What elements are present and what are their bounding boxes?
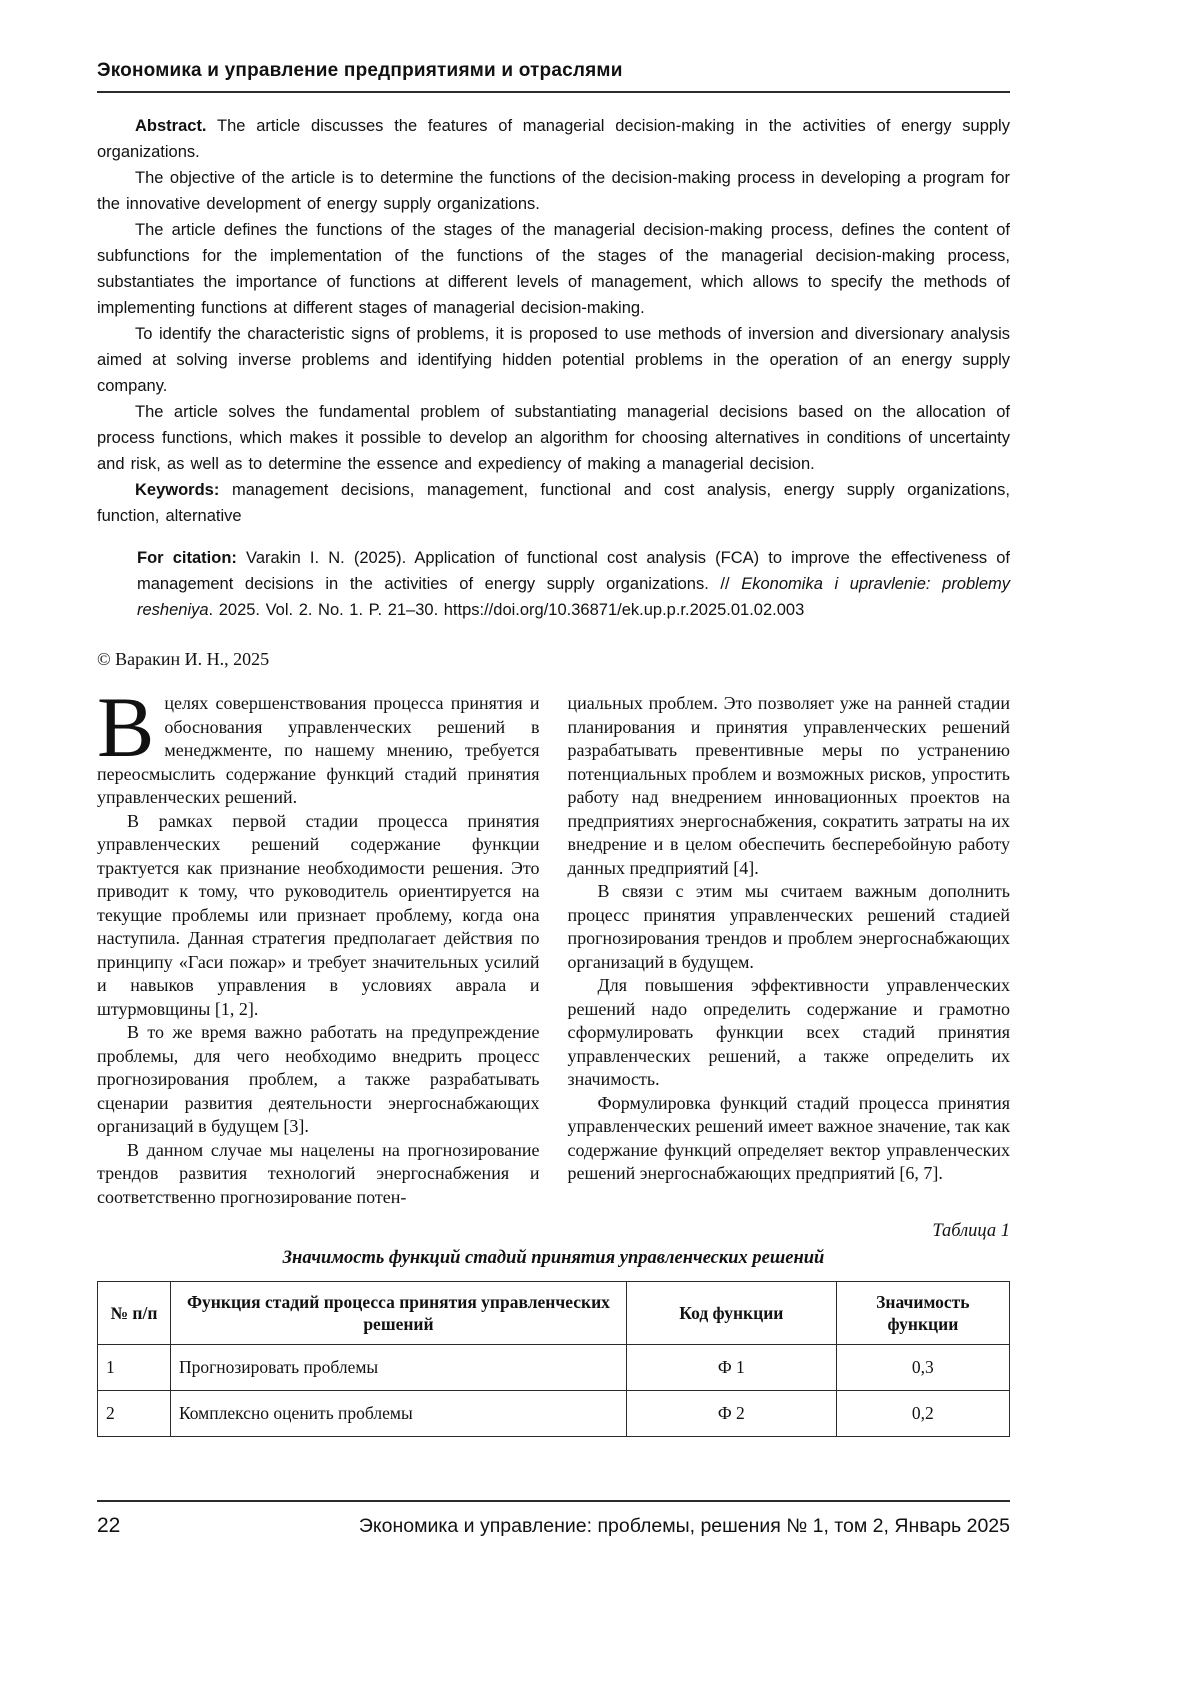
table-header-row — [98, 1282, 1010, 1345]
copyright-line: © Варакин И. Н., 2025 — [97, 649, 270, 669]
citation-text: Varakin I. N. (2025). Application of functional cost analysis (FCA) to improve the effectiveness of management decisions in the activities of energy supply organizations. // — [137, 549, 1010, 593]
table-row — [98, 1345, 1010, 1391]
abstract-paragraph: The article defines the functions of the stages of the managerial decision-making process, defines the content of subfunctions for the implementation of the functions of the stages of the managerial decision-making process, substantiates the importance of functions at different levels of management, which allows to specify the methods of implementing functions at different stages of managerial decision-making. — [97, 221, 1010, 317]
citation-label: For citation: — [137, 549, 237, 567]
body-left-column — [97, 679, 540, 1209]
col-header-function: Функция стадий процесса принятия управленческих решений — [170, 1282, 626, 1345]
cell-code: Ф 1 — [626, 1345, 836, 1391]
cell-number: 1 — [98, 1345, 171, 1391]
body-paragraph: циальных проблем. Это позволяет уже на ранней стадии планирования и принятия управленческих решений разрабатывать превентивные меры по устранению потенциальных проблем и возможных рисков, упростить работу над внедрением инновационных проектов на предприятиях энергоснабжения, сократить затраты на их внедрение и в целом обеспечить бесперебойную работу данных предприятий [4]. — [567, 693, 1010, 878]
abstract-label: Abstract. — [135, 117, 207, 135]
cell-function: Прогнозировать проблемы — [170, 1345, 626, 1391]
body-text: целях совершенствования процесса принятия и обоснования управленческих решений в менеджменте, по нашему мнению, требуется переосмыслить содержание функций стадий принятия управленческих решений. — [97, 693, 540, 807]
abstract-block — [97, 113, 1010, 529]
col-header-significance: Значимость функции — [836, 1282, 1009, 1345]
abstract-paragraph: The article solves the fundamental problem of substantiating managerial decisions based on the allocation of process functions, which makes it possible to develop an algorithm for choosing alternatives in conditions of uncertainty and risk, as well as to determine the essence and expediency of making a managerial decision. — [97, 403, 1010, 473]
body-paragraph: В то же время важно работать на предупреждение проблемы, для чего необходимо внедрить процесс прогнозирования проблем, а также разрабатывать сценарии развития деятельности энергоснабжающих организаций в будущем [3]. — [97, 1022, 540, 1136]
keywords-label: Keywords: — [135, 481, 220, 499]
page-footer — [97, 1500, 1010, 1538]
cell-significance: 0,2 — [836, 1391, 1009, 1437]
col-header-number: № п/п — [98, 1282, 171, 1345]
body-paragraph: В данном случае мы нацелены на прогнозирование трендов развития технологий энергоснабжения и соответственно прогнозирование потен- — [97, 1139, 540, 1207]
page-number: 22 — [97, 1514, 121, 1537]
abstract-paragraph: To identify the characteristic signs of problems, it is proposed to use methods of inversion and diversionary analysis aimed at solving inverse problems and identifying hidden potential problems in the operation of an energy supply company. — [97, 325, 1010, 395]
body-paragraph — [97, 679, 540, 810]
section-heading: Экономика и управление предприятиями и отраслями — [97, 60, 1010, 93]
body-paragraph: В связи с этим мы считаем важным дополнить процесс принятия управленческих решений стадией прогнозирования трендов и проблем энергоснабжающих организаций в будущем. — [567, 881, 1010, 972]
journal-footer-line: Экономика и управление: проблемы, решения № 1, том 2, Январь 2025 — [358, 1515, 1010, 1537]
cell-code: Ф 2 — [626, 1391, 836, 1437]
drop-cap: В — [97, 679, 155, 775]
body-right-column — [568, 692, 1011, 1209]
abstract-text: The article discusses the features of managerial decision-making in the activities of energy supply organizations. — [97, 117, 1010, 161]
body-paragraph: В рамках первой стадии процесса принятия управленческих решений содержание функции трактуется как признание необходимости решения. Это приводит к тому, что руководитель ориентируется на текущие проблемы или признает проблему, когда она наступила. Данная стратегия предполагает действия по принципу «Гаси пожар» и требует значительных усилий и навыков управления в условиях аврала и штурмовщины [1, 2]. — [97, 810, 540, 1019]
citation-block — [137, 545, 1010, 623]
table-title: Значимость функций стадий принятия управленческих решений — [282, 1248, 825, 1268]
col-header-code: Код функции — [626, 1282, 836, 1345]
abstract-paragraph: The objective of the article is to determine the functions of the decision-making process in developing a program for the innovative development of energy supply organizations. — [97, 169, 1010, 213]
citation-tail: . 2025. Vol. 2. No. 1. P. 21–30. https://doi.org/10.36871/ek.up.p.r.2025.01.02.003 — [208, 601, 805, 619]
keywords-line — [97, 477, 1010, 529]
cell-number: 2 — [98, 1391, 171, 1437]
body-paragraph: Для повышения эффективности управленческих решений надо определить содержание и грамотно сформулировать функции всех стадий принятия управленческих решений, а также определить их значимость. — [567, 975, 1010, 1089]
significance-table — [97, 1281, 1010, 1437]
citation-source: Ekonomika i upravlenie: problemy resheniya — [137, 575, 1011, 619]
article-body — [97, 679, 1010, 1209]
table-row — [98, 1391, 1010, 1437]
abstract-paragraph — [97, 113, 1010, 165]
cell-function: Комплексно оценить проблемы — [170, 1391, 626, 1437]
table-caption: Таблица 1 — [932, 1221, 1010, 1241]
keywords-text: management decisions, management, functional and cost analysis, energy supply organizations, function, alternative — [97, 481, 1010, 525]
cell-significance: 0,3 — [836, 1345, 1009, 1391]
body-paragraph: Формулировка функций стадий процесса принятия управленческих решений имеет важное значение, так как содержание функций определяет вектор управленческих решений энергоснабжающих предприятий [6, 7]. — [567, 1092, 1010, 1183]
